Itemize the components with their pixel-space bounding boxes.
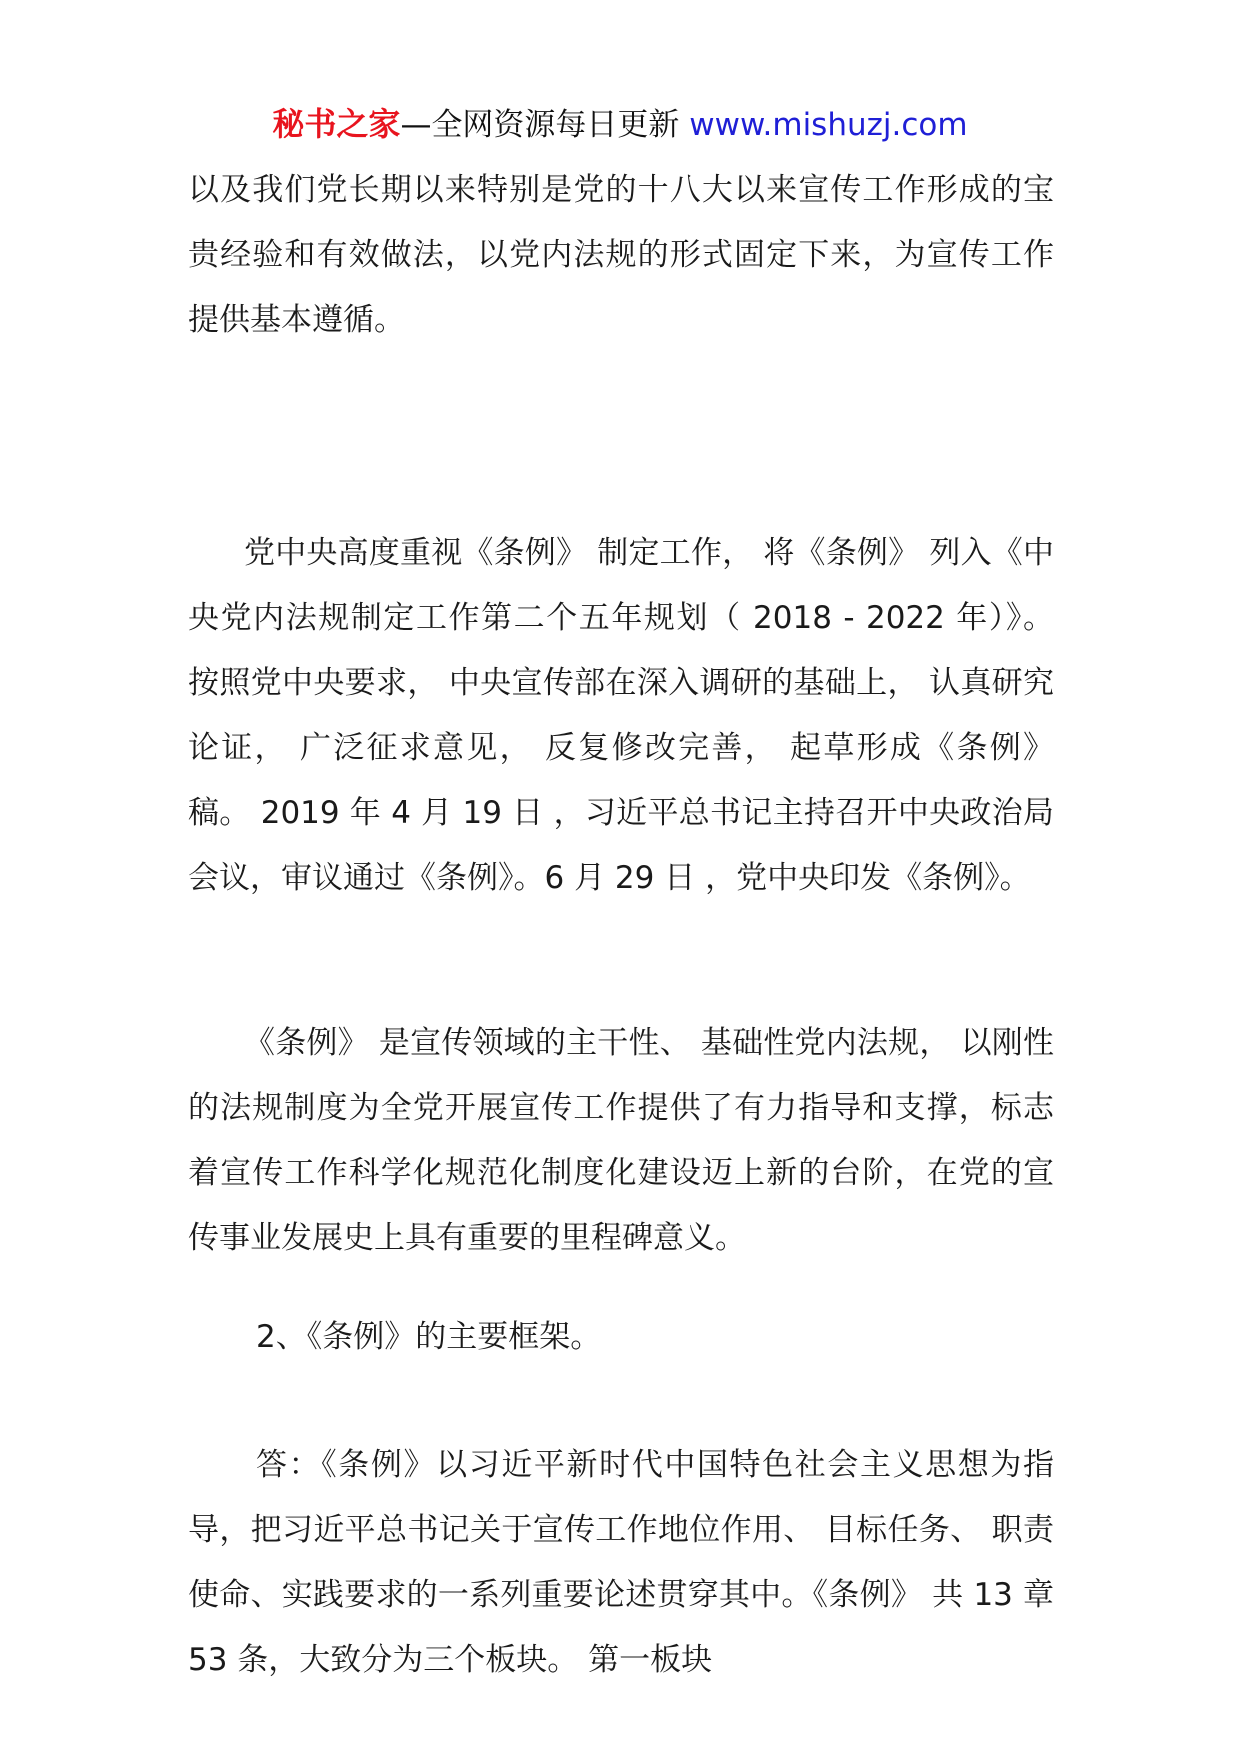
paragraph-5: 答：《条例》以习近平新时代中国特色社会主义思想为指导，把习近平总书记关于宣传工作地位作用、 目标任务、 职责使命、实践要求的一系列重要论述贯穿其中。《条例》 共 13 章 53 条，大致分为三个板块。 第一板块 bbox=[188, 1447, 1054, 1678]
header-slogan: —全网资源每日更新 bbox=[400, 107, 680, 143]
page-header bbox=[0, 102, 1240, 147]
brand-name: 秘书之家 bbox=[272, 105, 401, 143]
section-heading: 2、《条例》的主要框架。 bbox=[256, 1319, 602, 1355]
website-link[interactable]: www.mishuzj.com bbox=[689, 107, 968, 143]
paragraph-2: 党中央高度重视《条例》 制定工作， 将《条例》 列入《中央党内法规制定工作第二个五年规划（ 2018 - 2022 年）》。 按照党中央要求， 中央宣传部在深入调研的基础上， 认真研究论证， 广泛征求意见， 反复修改完善， 起草形成《条例》 稿。 2019 年 4 月 19 日 ，习近平总书记主持召开中央政治局会议，审议通过《条例》。6 月 29 日 ，党中央印发《条例》。 bbox=[188, 535, 1054, 896]
paragraph-3: 《条例》 是宣传领域的主干性、 基础性党内法规， 以刚性的法规制度为全党开展宣传工作提供了有力指导和支撑，标志着宣传工作科学化规范化制度化建设迈上新的台阶，在党的宣传事业发展史上具有重要的里程碑意义。 bbox=[188, 1025, 1054, 1256]
paragraph-1: 以及我们党长期以来特别是党的十八大以来宣传工作形成的宝贵经验和有效做法，以党内法规的形式固定下来，为宣传工作提供基本遵循。 bbox=[188, 172, 1054, 338]
